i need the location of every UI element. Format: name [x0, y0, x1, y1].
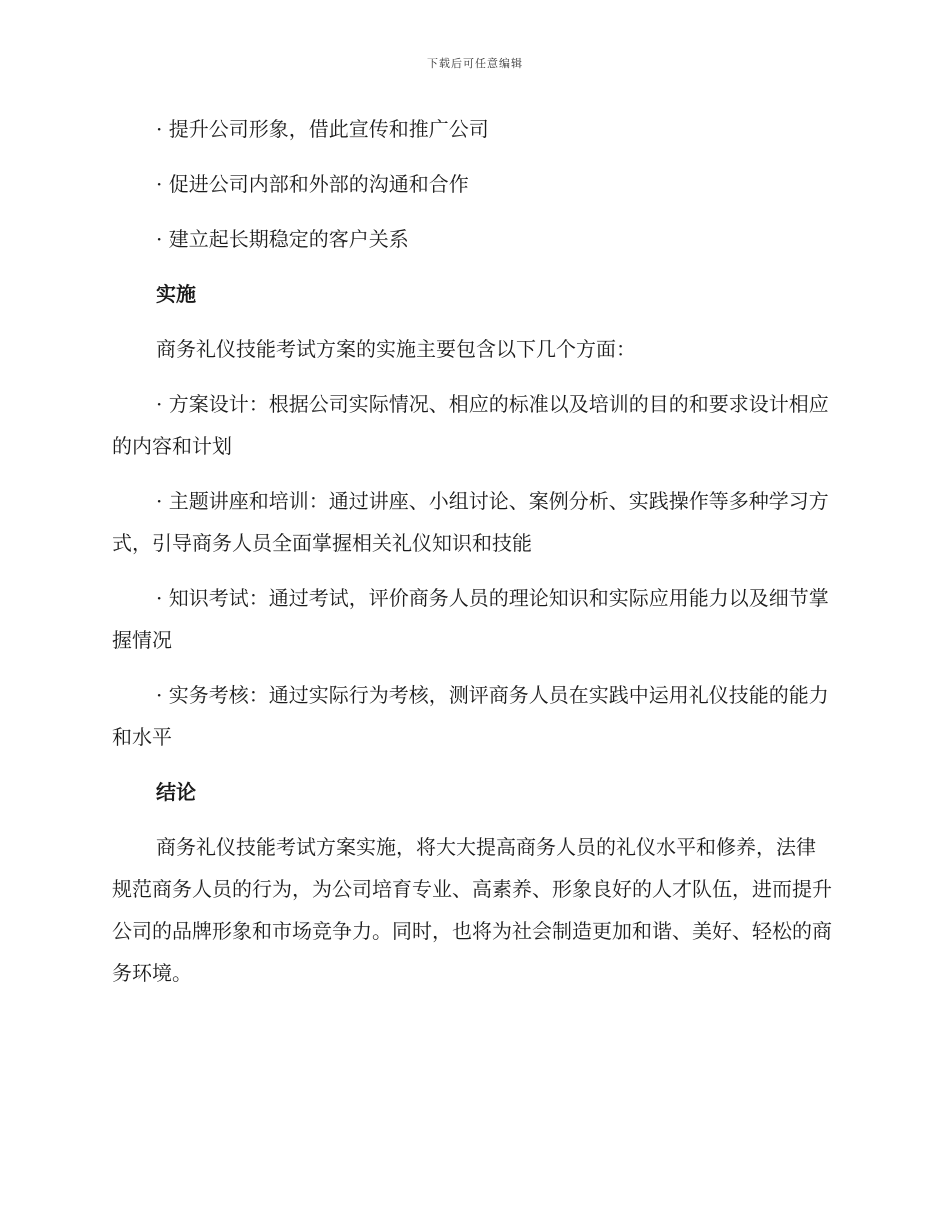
page-header-note: 下载后可任意编辑 — [427, 57, 523, 70]
bullet-paragraph: · 主题讲座和培训：通过讲座、小组讨论、案例分析、实践操作等多种学习方式，引导商务人员全面掌握相关礼仪知识和技能 — [112, 489, 829, 555]
body-paragraph: 商务礼仪技能考试方案的实施主要包含以下几个方面： — [156, 337, 636, 361]
section-heading-conclusion: 结论 — [156, 780, 196, 804]
section-heading-implementation: 实施 — [156, 282, 196, 306]
bullet-paragraph: · 方案设计：根据公司实际情况、相应的标准以及培训的目的和要求设计相应的内容和计划 — [112, 392, 829, 458]
body-paragraph: 商务礼仪技能考试方案实施，将大大提高商务人员的礼仪水平和修养，法律规范商务人员的行为，为公司培育专业、高素养、形象良好的人才队伍，进而提升公司的品牌形象和市场竞争力。同时，也将为社会制造更加和谐、美好、轻松的商务环境。 — [112, 835, 832, 985]
bullet-paragraph: · 促进公司内部和外部的沟通和合作 — [156, 172, 469, 196]
bullet-paragraph: · 建立起长期稳定的客户关系 — [156, 227, 409, 251]
bullet-paragraph: · 提升公司形象，借此宣传和推广公司 — [156, 117, 489, 141]
bullet-paragraph: · 知识考试：通过考试，评价商务人员的理论知识和实际应用能力以及细节掌握情况 — [112, 586, 829, 652]
bullet-paragraph: · 实务考核：通过实际行为考核，测评商务人员在实践中运用礼仪技能的能力和水平 — [112, 683, 829, 749]
document-body — [112, 108, 832, 1007]
